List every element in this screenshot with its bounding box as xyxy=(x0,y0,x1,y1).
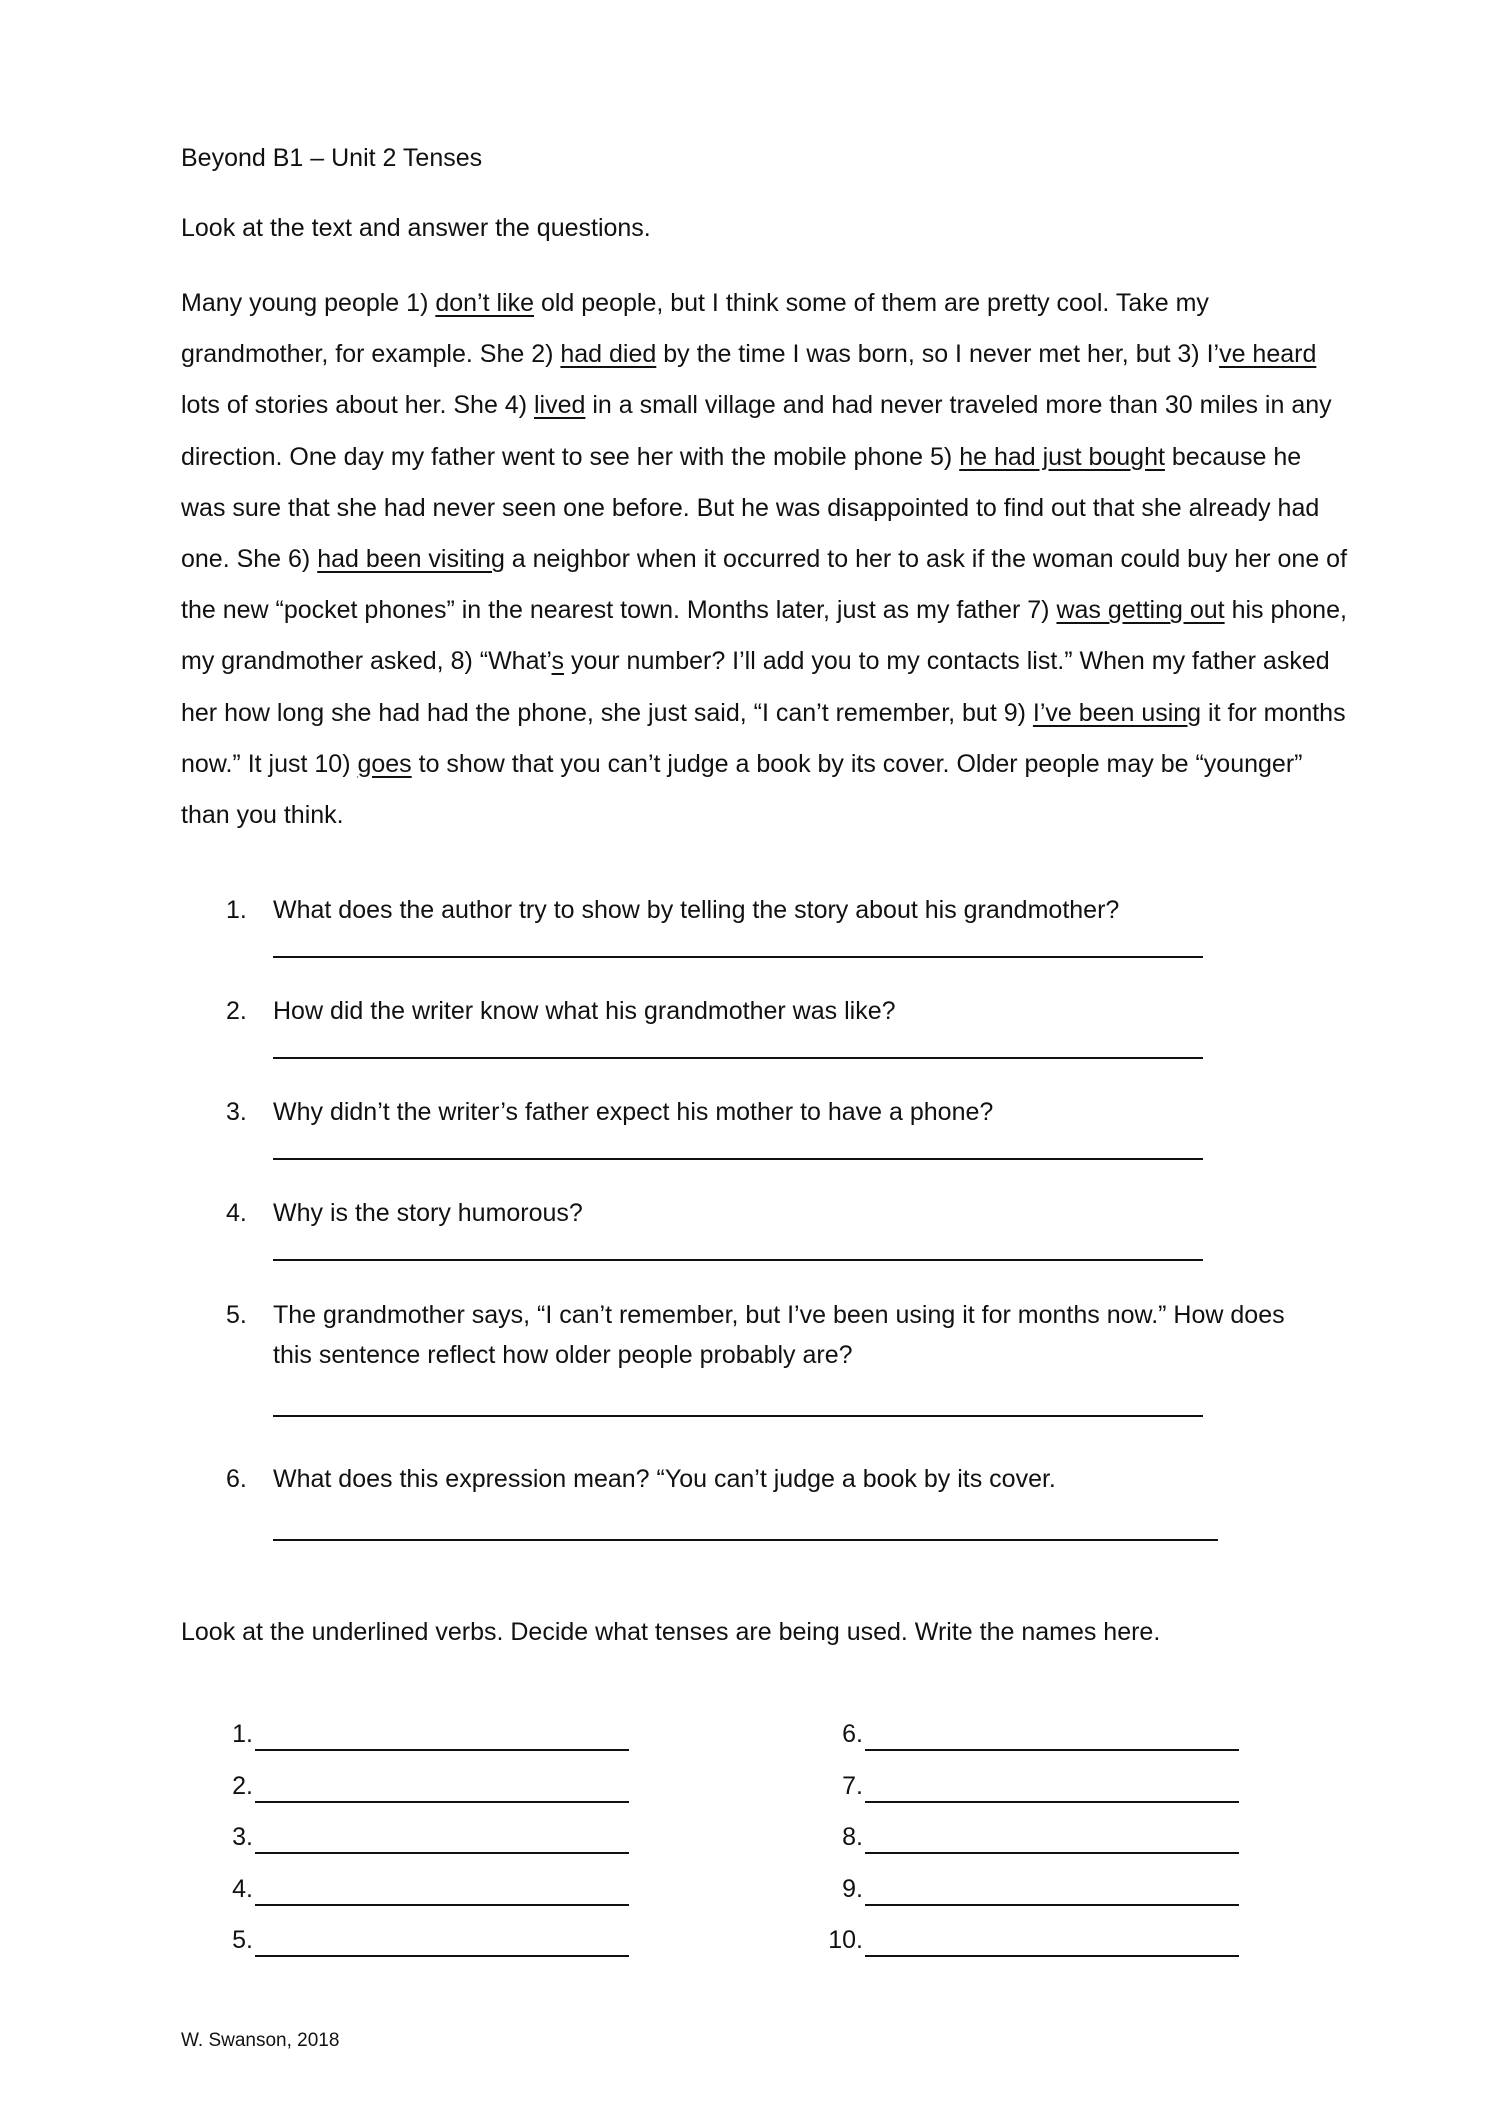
answer-number: 6. xyxy=(842,1720,863,1748)
passage-text: in a small village and had never traveled more than 30 miles in any direction. One day my father went to see her with the mobile phone 5) xyxy=(181,391,1332,471)
underlined-verb: don’t like xyxy=(435,289,535,317)
question-number: 5. xyxy=(226,1301,247,1329)
question-number: 1. xyxy=(226,896,247,924)
passage-text: old people, but I think some of them are pretty cool. Take my grandmother, for example. She 2) xyxy=(181,289,1209,369)
answer-number: 9. xyxy=(842,1874,863,1903)
question-text: What does this expression mean? “You can’t judge a book by its cover. xyxy=(273,1465,1056,1493)
answer-number: 2. xyxy=(232,1771,253,1800)
footer-credit: W. Swanson, 2018 xyxy=(181,2030,340,2051)
answer-number: 3. xyxy=(232,1823,253,1851)
answer-number: 10. xyxy=(828,1926,863,1954)
answer-blank[interactable] xyxy=(865,1852,1239,1854)
answer-blank[interactable] xyxy=(255,1801,629,1803)
underlined-verb: lived xyxy=(533,391,586,420)
reading-passage xyxy=(181,278,1351,841)
underlined-verb: had died xyxy=(560,340,657,369)
underlined-verb: s xyxy=(551,647,565,676)
answer-number: 1. xyxy=(232,1720,253,1748)
answer-blank[interactable] xyxy=(255,1852,629,1854)
question-2 xyxy=(181,991,1351,1059)
tenses-instruction: Look at the underlined verbs. Decide what tenses are being used. Write the names here. xyxy=(181,1618,1161,1646)
answer-number: 8. xyxy=(842,1823,863,1851)
question-3 xyxy=(181,1092,1351,1160)
answer-line[interactable] xyxy=(273,1259,1203,1261)
passage-text: Many young people 1) xyxy=(181,289,436,317)
answer-blank[interactable] xyxy=(865,1955,1239,1957)
question-1 xyxy=(181,890,1351,958)
passage-text: because he was sure that she had never seen one before. But he was disappointed to find out that she already had one. She 6) xyxy=(181,442,1320,574)
passage-text: his phone, my grandmother asked, 8) “What’ xyxy=(181,596,1347,676)
answer-line[interactable] xyxy=(273,1415,1203,1417)
passage-text: lots of stories about her. She 4) xyxy=(181,391,534,420)
worksheet-title: Beyond B1 – Unit 2 Tenses xyxy=(181,144,483,172)
passage-text: to show that you can’t judge a book by its cover. Older people may be “younger” than you think. xyxy=(181,749,1303,830)
question-6 xyxy=(181,1459,1351,1541)
question-4 xyxy=(181,1193,1351,1261)
passage-text: it for months now.” It just 10) xyxy=(181,698,1346,778)
question-number: 2. xyxy=(226,997,247,1025)
answer-blank[interactable] xyxy=(255,1955,629,1957)
question-text: The grandmother says, “I can’t remember, but I’ve been using it for months now.” How does this sentence reflect how older people probably are? xyxy=(273,1301,1285,1369)
answer-blank[interactable] xyxy=(255,1904,629,1906)
question-text: Why is the story humorous? xyxy=(273,1199,583,1227)
question-number: 4. xyxy=(226,1199,247,1227)
answer-line[interactable] xyxy=(273,1158,1203,1160)
answer-number: 7. xyxy=(842,1771,863,1800)
underlined-verb: goes xyxy=(357,749,412,778)
answer-line[interactable] xyxy=(273,1539,1218,1541)
passage-text: by the time I was born, so I never met her, but 3) I’ xyxy=(656,340,1220,369)
answer-blank[interactable] xyxy=(255,1749,629,1751)
question-text: How did the writer know what his grandmother was like? xyxy=(273,997,896,1025)
question-5 xyxy=(181,1295,1351,1417)
underlined-verb: he had just bought xyxy=(959,442,1165,471)
instructions-intro: Look at the text and answer the questions. xyxy=(181,214,651,242)
question-number: 3. xyxy=(226,1098,247,1126)
answer-line[interactable] xyxy=(273,1057,1203,1059)
answer-number: 4. xyxy=(232,1874,253,1903)
answer-blank[interactable] xyxy=(865,1904,1239,1906)
answer-blank[interactable] xyxy=(865,1801,1239,1803)
underlined-verb: I’ve been using xyxy=(1032,698,1202,727)
answer-line[interactable] xyxy=(273,956,1203,958)
question-number: 6. xyxy=(226,1465,247,1493)
underlined-verb: ve heard xyxy=(1219,340,1317,369)
answer-number: 5. xyxy=(232,1926,253,1954)
passage-text: your number? I’ll add you to my contacts list.” When my father asked her how long she had had the phone, she just said, “I can’t remember, but 9) xyxy=(181,647,1330,727)
question-text: Why didn’t the writer’s father expect his mother to have a phone? xyxy=(273,1098,994,1126)
question-text: What does the author try to show by telling the story about his grandmother? xyxy=(273,896,1120,924)
answer-blank[interactable] xyxy=(865,1749,1239,1751)
underlined-verb: was getting out xyxy=(1056,596,1225,625)
underlined-verb: had been visiting xyxy=(317,545,505,574)
passage-text: a neighbor when it occurred to her to ask if the woman could buy her one of the new “pocket phones” in the nearest town. Months later, just as my father 7) xyxy=(181,545,1348,625)
